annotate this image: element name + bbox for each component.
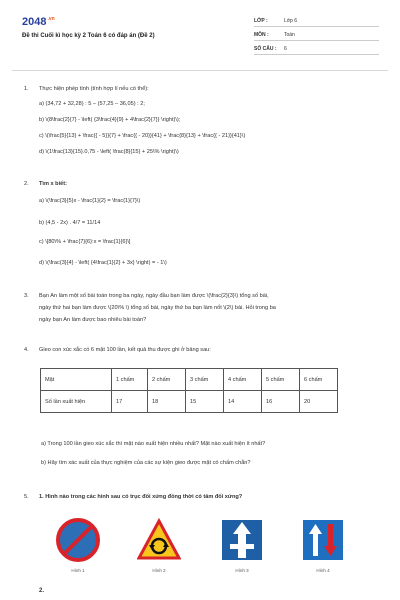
- table-cell: 1 chấm: [112, 369, 148, 391]
- meta-divider: [254, 54, 379, 55]
- question-text: Bạn An làm một số bài toán trong ba ngày, ngày đầu bạn làm được \(\frac{2}{3}\) tổng số bài,: [39, 293, 269, 299]
- meta-divider: [254, 40, 379, 41]
- sub-item: b) (4,5 - 2x) . 4/7 = 11/14: [39, 220, 101, 226]
- question-title: Tìm x biết:: [39, 181, 67, 187]
- table-cell: 4 chấm: [224, 369, 262, 391]
- question-number: 2.: [24, 181, 29, 187]
- question-number: 1.: [24, 86, 29, 92]
- table-cell: 15: [186, 391, 224, 413]
- side-road-sign-icon: [220, 518, 264, 562]
- sub-item: c) \[80\% + \frac{7}{6}:x = \frac{1}{6}\]: [39, 239, 131, 245]
- page-title: Đề thi Cuối kì học kỳ 2 Toán 6 có đáp án (Đề 2): [22, 33, 155, 39]
- question-text: Thực hiện phép tính (tính hợp lí nếu có thể):: [39, 86, 149, 92]
- logo-tld: .vn: [47, 16, 55, 22]
- table-header-row: [41, 369, 338, 391]
- header-divider: [12, 70, 388, 71]
- dice-results-table: [40, 368, 338, 413]
- figure-caption: Hình 4: [316, 568, 330, 573]
- table-cell: 2 chấm: [148, 369, 186, 391]
- question-text: Gieo con xúc xắc có 6 mặt 100 lần, kết quả thu được ghi ở bảng sau:: [39, 347, 211, 353]
- roundabout-warning-sign-icon: [137, 518, 181, 562]
- meta-label: MÔN :: [254, 32, 269, 38]
- sub-item: a) Trong 100 lần gieo xúc xắc thì mặt nào xuất hiện nhiều nhất? Mặt nào xuất hiện ít nhất?: [41, 441, 266, 447]
- table-cell: 5 chấm: [262, 369, 300, 391]
- question-number: 3.: [24, 293, 29, 299]
- no-parking-sign-icon: [56, 518, 100, 562]
- table-cell: 6 chấm: [300, 369, 338, 391]
- figure-caption: Hình 2: [152, 568, 166, 573]
- table-cell: Mặt: [41, 369, 112, 391]
- logo-main: 2048: [22, 16, 47, 28]
- table-cell: 3 chấm: [186, 369, 224, 391]
- sub-item: d) \(1\frac{13}{15}.0,75 - \left( \frac{8}{15} + 25\% \right)\): [39, 149, 179, 155]
- question-number: 5.: [24, 494, 29, 500]
- table-cell: 17: [112, 391, 148, 413]
- table-row: [41, 391, 338, 413]
- meta-label: SỐ CÂU :: [254, 46, 277, 52]
- meta-value: Toán: [284, 32, 295, 38]
- sub-item: a) \(\frac{3}{5}x - \frac{1}{2} = \frac{1}{7}\): [39, 198, 141, 204]
- question-text: 1. Hình nào trong các hình sau có trục đối xứng đồng thời có tâm đối xứng?: [39, 494, 243, 500]
- site-logo[interactable]: [22, 16, 55, 28]
- sub-item: a) (34,72 + 32,28) : 5 – (57,25 – 36,05) : 2;: [39, 101, 145, 107]
- sub-item: d) \(\frac{3}{4} - \left( {4\frac{1}{2} + 3x} \right) = - 1\): [39, 260, 167, 266]
- sub-item: b) \(8\frac{2}{7} - \left( {3\frac{4}{9} + 4\frac{2}{7}} \right)\);: [39, 117, 181, 123]
- table-cell: 20: [300, 391, 338, 413]
- header: [0, 0, 400, 70]
- two-way-traffic-sign-icon: [301, 518, 345, 562]
- question-text: ngày bạn An làm được bao nhiêu bài toán?: [39, 317, 147, 323]
- table-cell: Số lần xuất hiện: [41, 391, 112, 413]
- meta-value: Lớp 6: [284, 18, 298, 24]
- table-cell: 14: [224, 391, 262, 413]
- figure-caption: Hình 1: [71, 568, 85, 573]
- meta-divider: [254, 26, 379, 27]
- question-number: 4.: [24, 347, 29, 353]
- sub-item: b) Hãy tìm xác suất của thực nghiệm của các sự kiện gieo được mặt có chấm chẵn?: [41, 460, 251, 466]
- question-5-part-2: 2.: [39, 588, 45, 594]
- table-cell: 16: [262, 391, 300, 413]
- question-text: ngày thứ hai bạn làm được \(20\% \) tổng số bài, ngày thứ ba bạn làm nốt \(2\) bài. Hỏi trong ba: [39, 305, 276, 311]
- meta-label: LỚP :: [254, 18, 268, 24]
- sub-item: c) \(\frac{5}{13} + \frac{{ - 5}}{7} + \frac{{ - 20}}{41} + \frac{8}{13} + \frac{{ - 21}}{41}\): [39, 133, 246, 139]
- meta-value: 6: [284, 46, 287, 52]
- figure-caption: Hình 3: [235, 568, 249, 573]
- table-cell: 18: [148, 391, 186, 413]
